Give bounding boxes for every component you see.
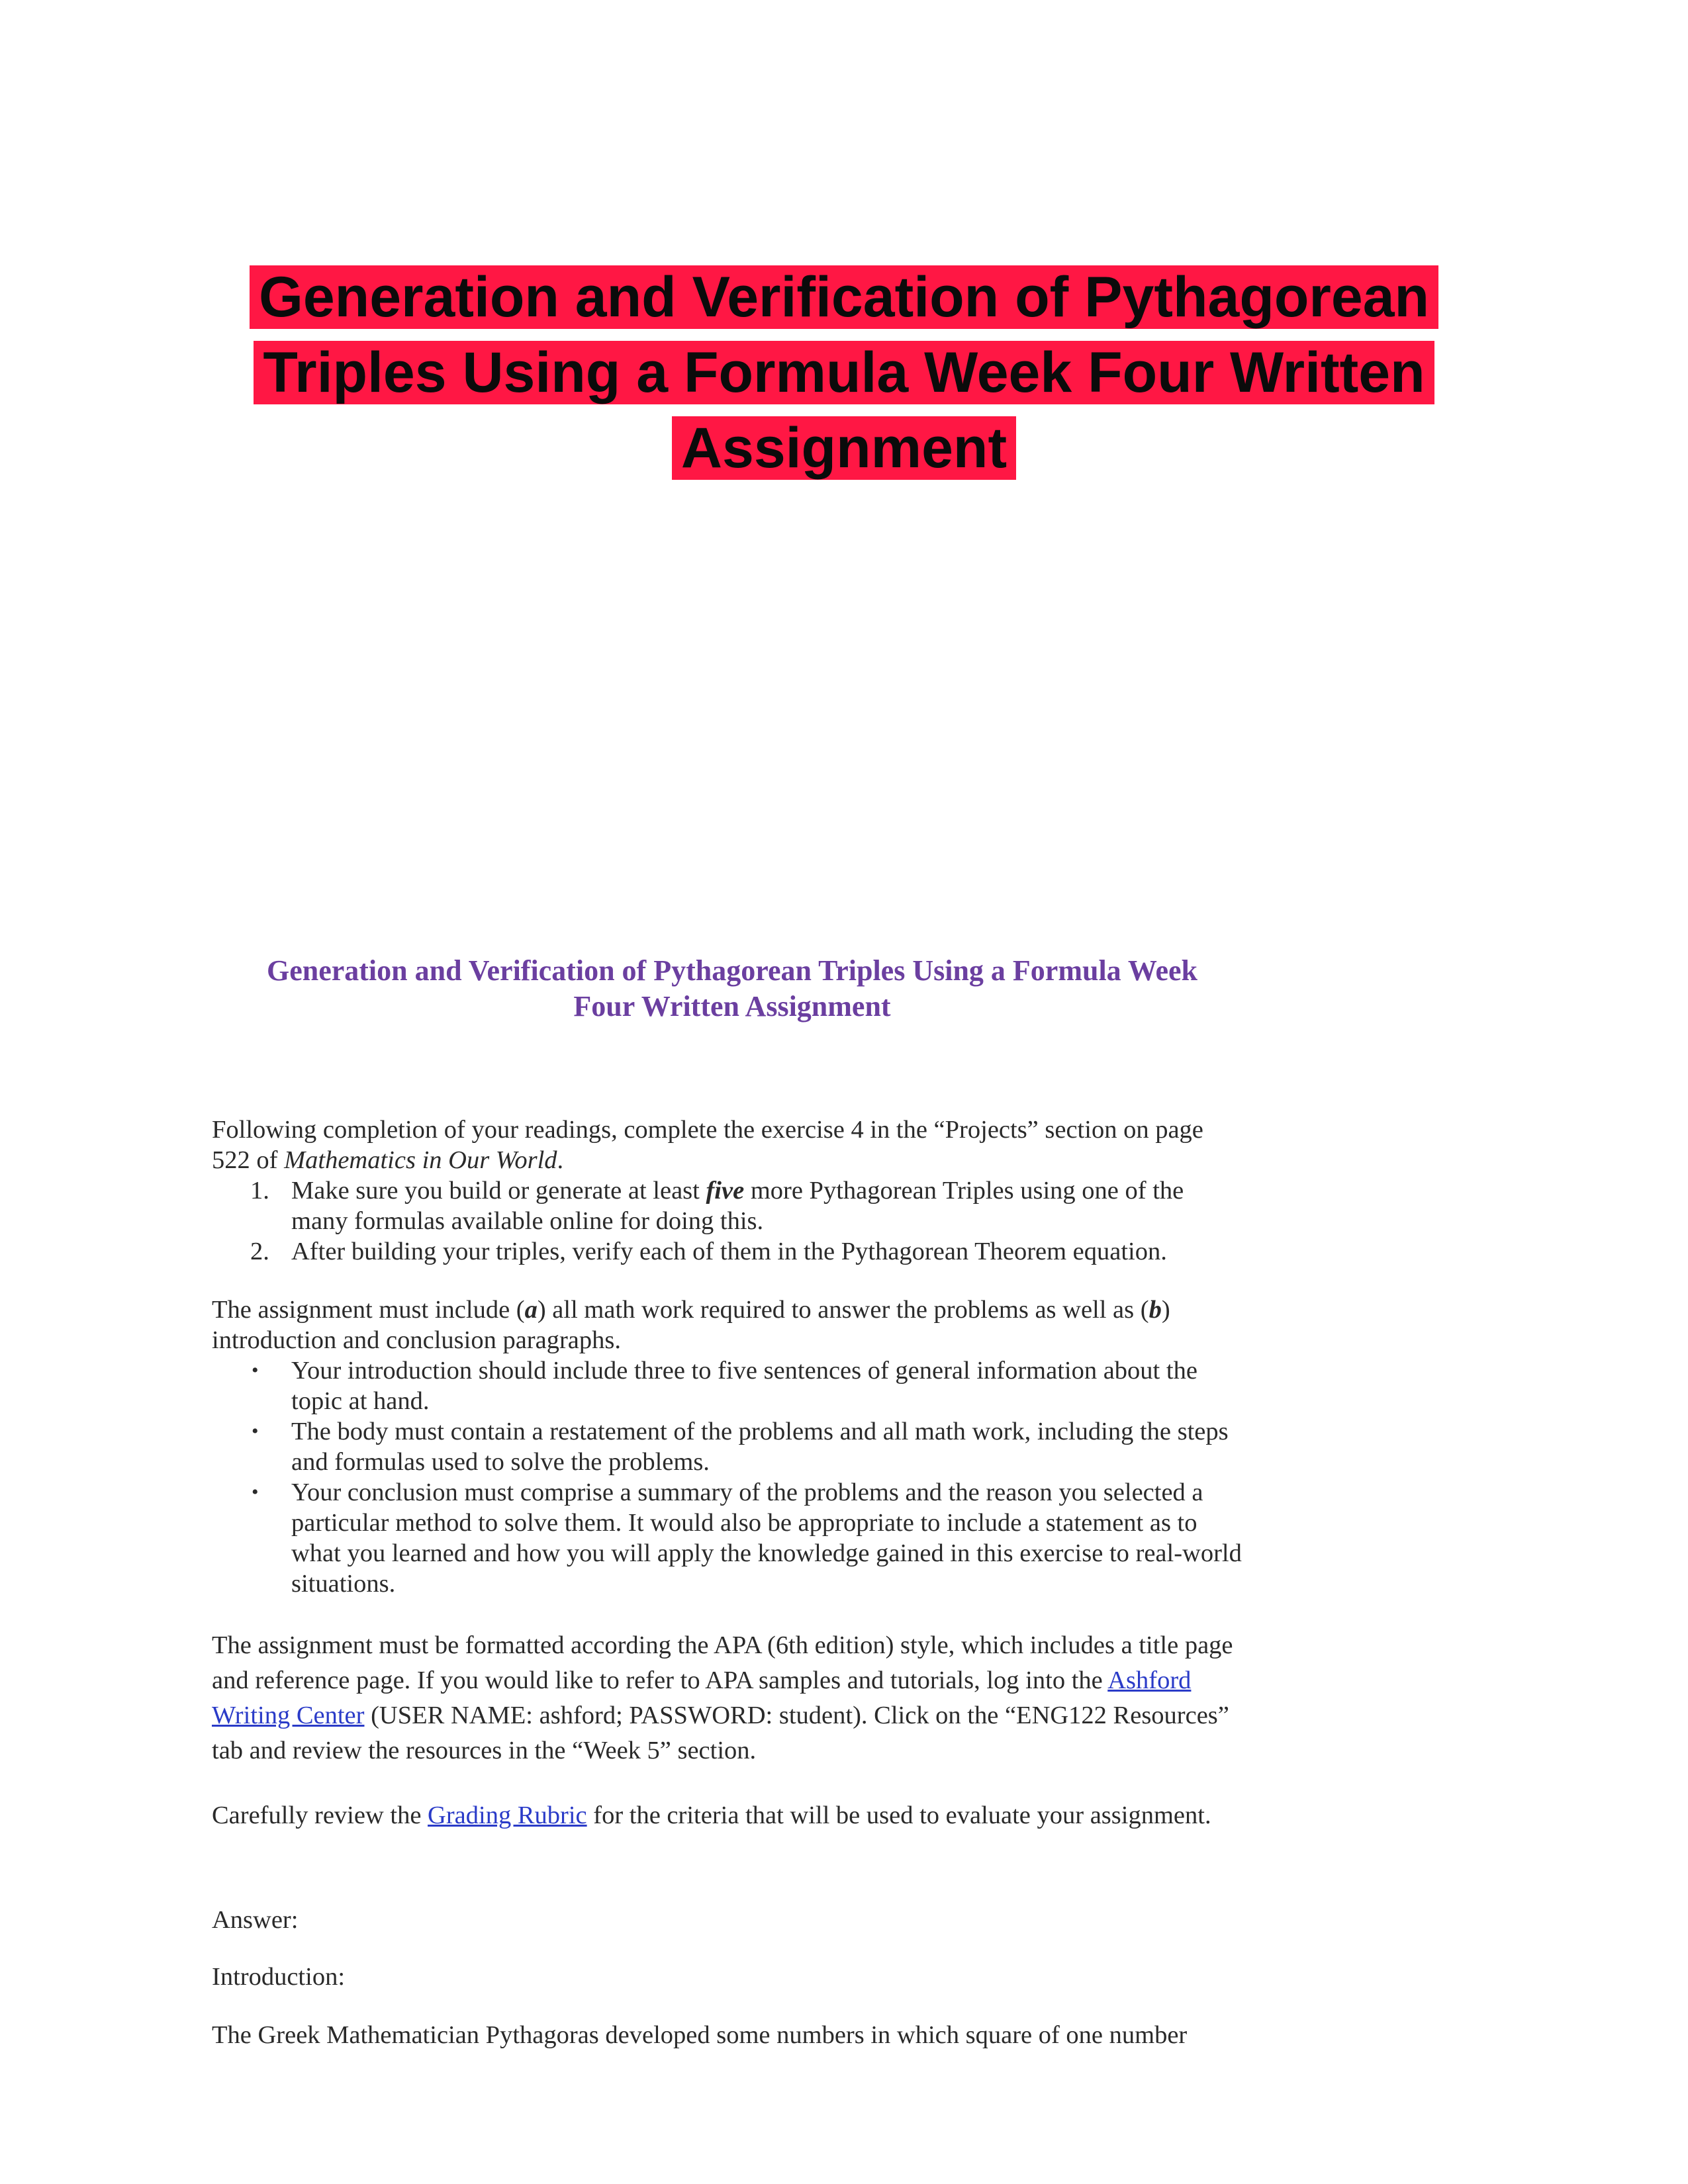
intro-paragraph: Following completion of your readings, complete the exercise 4 in the “Projects” section on page 522 of Mathematics in Our World. — [212, 1116, 1203, 1174]
answer-label: Answer: — [212, 1906, 299, 1934]
ashford-writing-center-link[interactable]: Ashford Writing Center — [212, 1666, 1192, 1729]
emphasis-five: five — [706, 1177, 745, 1205]
document-title: Generation and Verification of Pythagorean Triples Using a Formula Week Four Written Assignment — [267, 954, 1197, 1023]
introduction-label: Introduction: — [212, 1963, 346, 1991]
apa-paragraph: The assignment must be formatted according the APA (6th edition) style, which includes a title page and reference page. If you would like to refer to APA samples and tutorials, log into the Ashford Writing Center (USER NAME: ashford; PASSWORD: student). Click on the “ENG122 Resources” tab and review the resources in the “Week 5” section. — [212, 1631, 1233, 1764]
book-title: Mathematics in Our World — [284, 1146, 557, 1174]
rubric-paragraph: Carefully review the Grading Rubric for the criteria that will be used to evaluate your assignment. — [212, 1801, 1211, 1829]
banner-title-line: Generation and Verification of Pythagorean — [235, 259, 1453, 335]
list-item: 2. After building your triples, verify each of them in the Pythagorean Theorem equation. — [250, 1238, 1167, 1265]
guidelines-list — [212, 1355, 1244, 1599]
steps-list — [212, 1175, 1244, 1267]
assignment-document — [212, 953, 1244, 2050]
list-item: 1. Make sure you build or generate at least five more Pythagorean Triples using one of the many formulas available online for doing this. — [250, 1177, 1184, 1235]
list-item: • Your conclusion must comprise a summary of the problems and the reason you selected a particular method to solve them. It would also be appropriate to include a statement as to what you learned and how you will apply the knowledge gained in this exercise to real-world situations. — [252, 1479, 1242, 1598]
banner-title-line: Assignment — [235, 410, 1453, 486]
grading-rubric-link[interactable]: Grading Rubric — [428, 1801, 587, 1829]
list-item: • The body must contain a restatement of the problems and all math work, including the steps and formulas used to solve the problems. — [252, 1418, 1229, 1476]
requirements-paragraph: The assignment must include (a) all math work required to answer the problems as well as (b) introduction and conclusion paragraphs. — [212, 1296, 1170, 1354]
banner-title-line: Triples Using a Formula Week Four Written — [235, 335, 1453, 410]
banner-title — [235, 259, 1453, 486]
list-item: • Your introduction should include three to five sentences of general information about the topic at hand. — [252, 1357, 1197, 1415]
introduction-text: The Greek Mathematician Pythagoras developed some numbers in which square of one number — [212, 2021, 1188, 2049]
